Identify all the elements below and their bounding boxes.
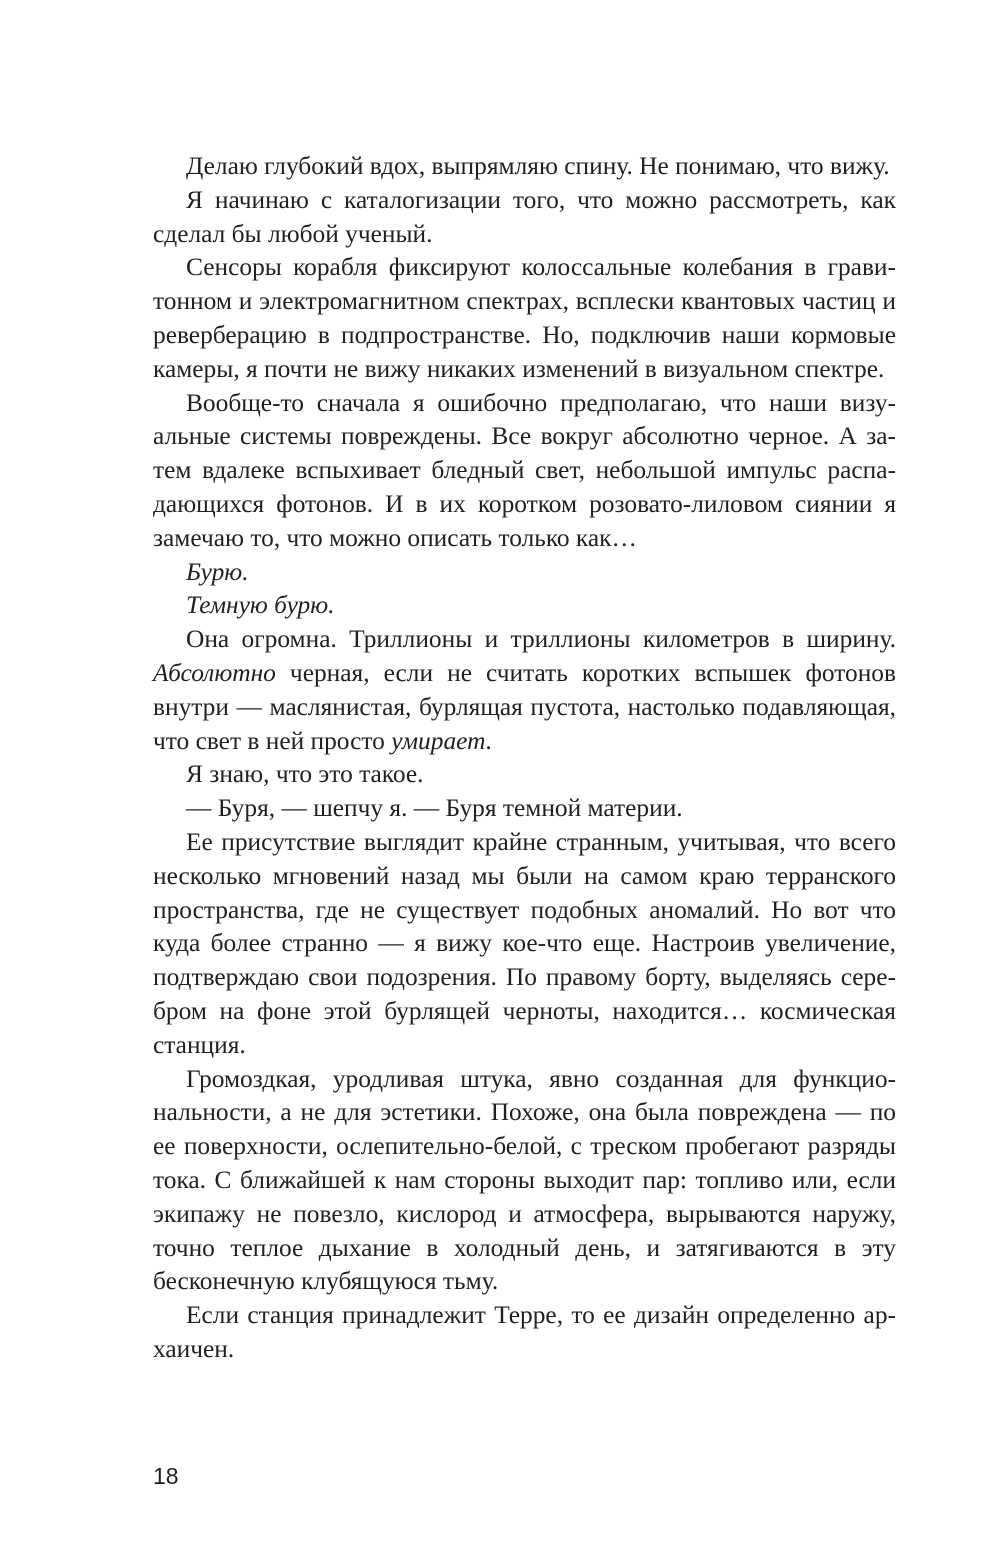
paragraph: Я начинаю с каталогизации того, что можно рассмотреть, как сделал бы любой ученый. <box>153 185 896 248</box>
paragraph: Если станция принадлежит Терре, то ее дизайн определенно архаичен. <box>153 1301 896 1363</box>
paragraph: Сенсоры корабля фиксируют колоссальные колебания в гравитонном и электромагнитном спектрах, всплески квантовых частиц и реверберацию в подпространстве. Но, подключив наши кормовые камеры, я почти не вижу никаких изменений в визуальном спектре. <box>153 253 896 383</box>
italic-paragraph: Темную бурю. <box>186 591 335 620</box>
paragraph: Я знаю, что это такое. <box>186 760 424 789</box>
emphasis: Абсолютно <box>153 658 276 687</box>
italic-paragraph: Бурю. <box>186 557 249 586</box>
body-text <box>153 150 896 1367</box>
dialogue-paragraph: — Буря, — шепчу я. — Буря темной материи. <box>186 794 683 823</box>
paragraph: Ее присутствие выглядит крайне странным, учитывая, что всего несколько мгновений назад мы были на самом краю терранского пространства, где не существует подобных аномалий. Но вот что куда более странно — я вижу кое-что еще. Настроив увеличение, подтверждаю свои подозрения. По правому борту, выделяясь серебром на фоне этой бурлящей черноты, находится… космическая станция. <box>153 827 896 1059</box>
emphasis: умирает <box>391 726 486 755</box>
paragraph: Вообще-то сначала я ошибочно предполагаю, что наши визуальные системы повреждены. Все вокруг абсолютно черное. А затем вдалеке вспыхивает бледный свет, небольшой импульс распадающихся фотонов. И в их коротком розовато-лиловом сиянии я замечаю то, что можно описать только как… <box>153 388 896 552</box>
page-number: 18 <box>153 1463 179 1489</box>
paragraph: Она огромна. Триллионы и триллионы километров в ширину. Абсолютно черная, если не считать коротких вспышек фотонов внутри — маслянистая, бурлящая пустота, настолько подавляющая, что свет в ней просто умирает. <box>153 625 896 755</box>
paragraph: Делаю глубокий вдох, выпрямляю спину. Не понимаю, что вижу. <box>186 152 890 180</box>
paragraph: Громоздкая, уродливая штука, явно созданная для функциональности, а не для эстетики. Похоже, она была повреждена — по ее поверхности, ослепительно-белой, с треском пробегают разряды тока. С ближайшей к нам стороны выходит пар: топливо или, если экипажу не повезло, кислород и атмосфера, вырываются наружу, точно теплое дыхание в холодный день, и затягиваются в эту бесконечную клубящуюся тьму. <box>153 1064 896 1296</box>
